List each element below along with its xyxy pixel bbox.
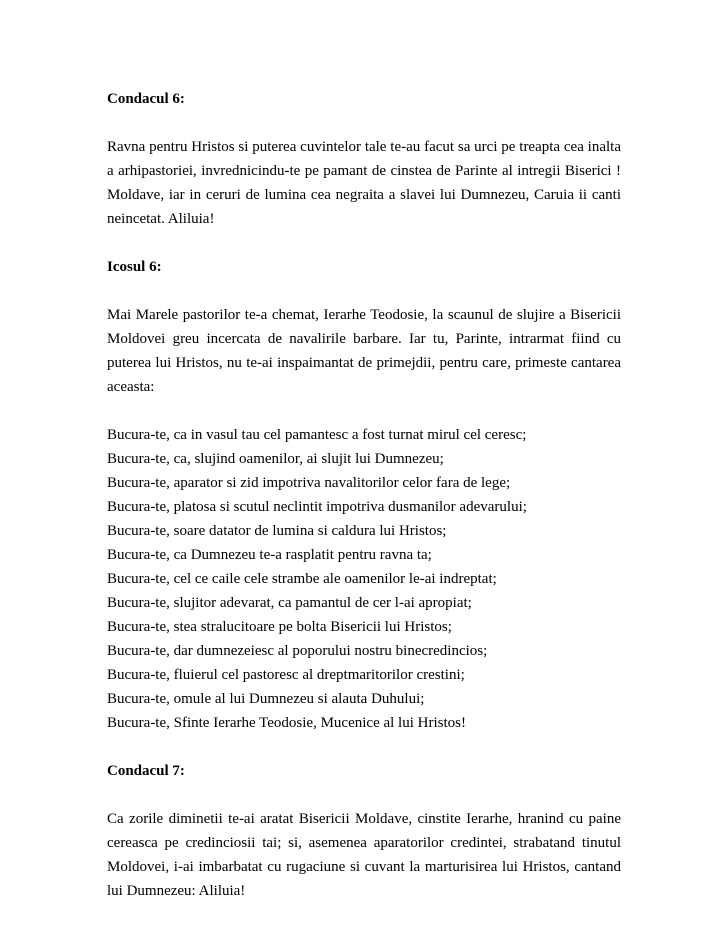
bucura-te-list [107, 423, 621, 735]
bucura-te-line: Bucura-te, platosa si scutul neclintit impotriva dusmanilor adevarului; [107, 499, 527, 515]
bucura-te-line: Bucura-te, omule al lui Dumnezeu si alauta Duhului; [107, 691, 425, 707]
bucura-te-line: Bucura-te, ca in vasul tau cel pamantesc a fost turnat mirul cel ceresc; [107, 427, 527, 443]
bucura-te-line: Bucura-te, slujitor adevarat, ca pamantul de cer l-ai apropiat; [107, 595, 472, 611]
section-paragraph-icosul-6: Mai Marele pastorilor te-a chemat, Ierarhe Teodosie, la scaunul de slujire a Bisericii Moldovei greu incercata de navalirile barbare. Iar tu, Parinte, intrarmat fiind cu puterea lui Hristos, nu te-ai inspaimantat de primejdii, pentru care, primeste cantarea aceasta: [107, 307, 621, 395]
section-heading-icosul-6: Icosul 6: [107, 259, 162, 275]
bucura-te-line: Bucura-te, cel ce caile cele strambe ale oamenilor le-ai indreptat; [107, 571, 497, 587]
section-paragraph-condacul-6: Ravna pentru Hristos si puterea cuvintelor tale te-au facut sa urci pe treapta cea inalta a arhipastoriei, invrednicindu-te pe pamant de cinstea de Parinte al intregii Biserici ! Moldave, iar in ceruri de lumina cea negraita a slavei lui Dumnezeu, Caruia ii canti neincetat. Aliluia! [107, 139, 621, 227]
bucura-te-line: Bucura-te, ca, slujind oamenilor, ai slujit lui Dumnezeu; [107, 451, 444, 467]
bucura-te-line: Bucura-te, aparator si zid impotriva navalitorilor celor fara de lege; [107, 475, 511, 491]
bucura-te-line: Bucura-te, dar dumnezeiesc al poporului nostru binecredincios; [107, 643, 488, 659]
document-page [107, 87, 621, 927]
section-paragraph-condacul-7: Ca zorile diminetii te-ai aratat Bisericii Moldave, cinstite Ierarhe, hranind cu paine cereasca pe credinciosii tai; si, asemenea aparatorilor credintei, strabatand tinutul Moldovei, i-ai imbarbatat cu rugaciune si cuvant la marturisirea lui Hristos, cantand lui Dumnezeu: Aliluia! [107, 811, 621, 899]
bucura-te-line: Bucura-te, fluierul cel pastoresc al dreptmaritorilor crestini; [107, 667, 465, 683]
bucura-te-line: Bucura-te, soare datator de lumina si caldura lui Hristos; [107, 523, 447, 539]
section-heading-condacul-7: Condacul 7: [107, 763, 185, 779]
section-heading-condacul-6: Condacul 6: [107, 91, 185, 107]
bucura-te-line: Bucura-te, Sfinte Ierarhe Teodosie, Mucenice al lui Hristos! [107, 715, 466, 731]
bucura-te-line: Bucura-te, stea stralucitoare pe bolta Bisericii lui Hristos; [107, 619, 452, 635]
bucura-te-line: Bucura-te, ca Dumnezeu te-a rasplatit pentru ravna ta; [107, 547, 432, 563]
